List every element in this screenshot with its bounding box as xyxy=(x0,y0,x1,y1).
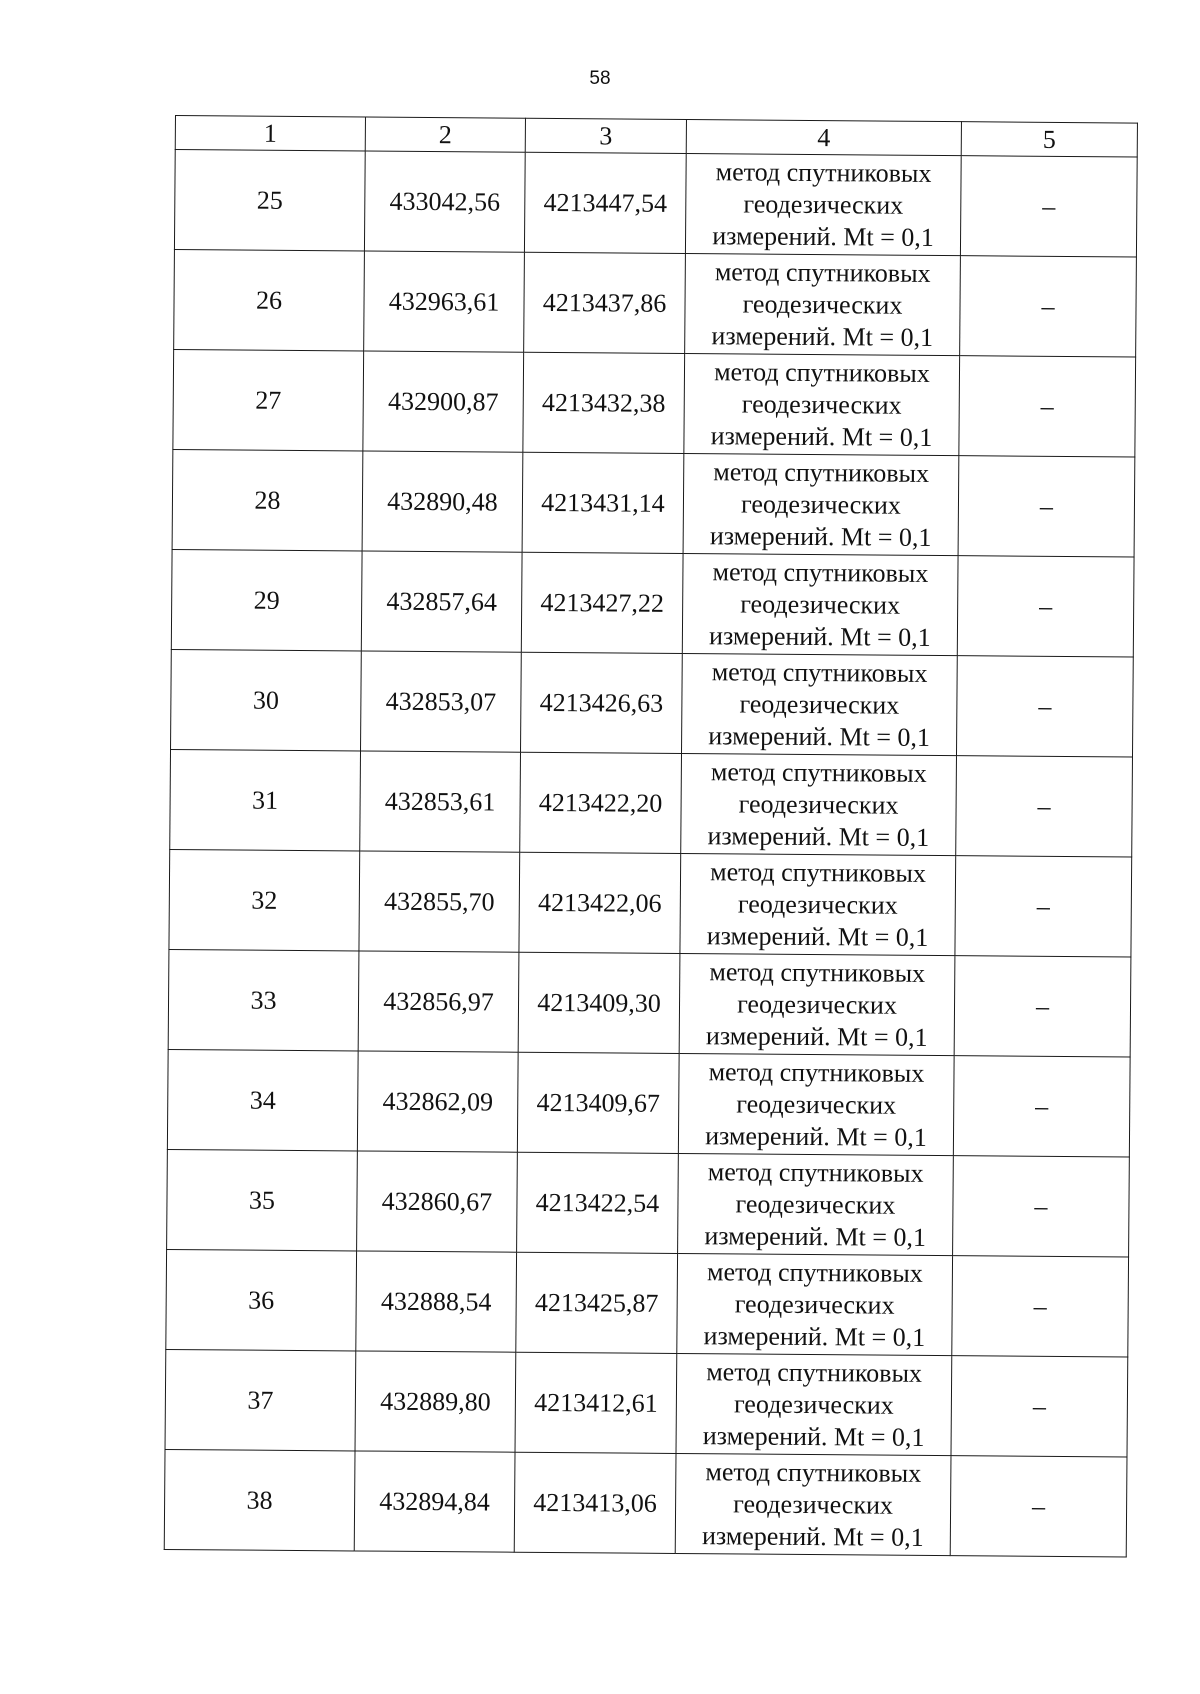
table-row xyxy=(174,249,1137,357)
method-cell: метод спутниковых геодезических измерений. Mt = 0,1 xyxy=(684,354,960,456)
table-row xyxy=(166,1249,1129,1357)
description-cell: – xyxy=(953,1156,1130,1257)
column-header: 2 xyxy=(365,117,525,152)
description-cell: – xyxy=(954,956,1131,1057)
x-coordinate-cell: 432857,64 xyxy=(361,551,522,652)
method-cell: метод спутниковых геодезических измерений. Mt = 0,1 xyxy=(681,753,957,855)
table-row xyxy=(170,749,1133,857)
point-number-cell: 35 xyxy=(167,1149,358,1250)
method-cell: метод спутниковых геодезических измерений. Mt = 0,1 xyxy=(676,1353,952,1455)
y-coordinate-cell: 4213447,54 xyxy=(524,152,686,253)
table-row xyxy=(173,349,1136,457)
method-cell: метод спутниковых геодезических измерений. Mt = 0,1 xyxy=(683,454,959,556)
x-coordinate-cell: 432853,07 xyxy=(361,651,522,752)
x-coordinate-cell: 432889,80 xyxy=(355,1351,516,1452)
method-cell: метод спутниковых геодезических измерений. Mt = 0,1 xyxy=(678,1053,954,1155)
y-coordinate-cell: 4213432,38 xyxy=(523,352,685,453)
point-number-cell: 25 xyxy=(174,150,365,251)
description-cell: – xyxy=(960,156,1137,257)
y-coordinate-cell: 4213413,06 xyxy=(514,1452,676,1553)
table-row xyxy=(165,1349,1128,1457)
description-cell: – xyxy=(955,856,1132,957)
description-cell: – xyxy=(951,1356,1128,1457)
x-coordinate-cell: 432853,61 xyxy=(360,751,521,852)
y-coordinate-cell: 4213409,30 xyxy=(518,952,680,1053)
point-number-cell: 38 xyxy=(164,1449,355,1550)
table-row xyxy=(164,1449,1127,1557)
point-number-cell: 33 xyxy=(168,949,359,1050)
column-header: 4 xyxy=(686,120,961,156)
y-coordinate-cell: 4213409,67 xyxy=(517,1052,679,1153)
description-cell: – xyxy=(956,656,1133,757)
y-coordinate-cell: 4213425,87 xyxy=(516,1252,678,1353)
method-cell: метод спутниковых геодезических измерений. Mt = 0,1 xyxy=(679,953,955,1055)
table-row xyxy=(174,150,1137,258)
description-cell: – xyxy=(956,756,1133,857)
x-coordinate-cell: 432888,54 xyxy=(356,1251,517,1352)
table-body xyxy=(164,116,1137,1558)
method-cell: метод спутниковых геодезических измерений. Mt = 0,1 xyxy=(675,1453,951,1555)
point-number-cell: 34 xyxy=(167,1049,358,1150)
point-number-cell: 29 xyxy=(171,549,362,650)
x-coordinate-cell: 432890,48 xyxy=(362,451,523,552)
x-coordinate-cell: 432860,67 xyxy=(357,1151,518,1252)
description-cell: – xyxy=(957,556,1134,657)
description-cell: – xyxy=(953,1056,1130,1157)
table-row xyxy=(169,849,1132,957)
x-coordinate-cell: 432894,84 xyxy=(354,1451,515,1552)
table-row xyxy=(171,649,1134,757)
table-row xyxy=(167,1049,1130,1157)
x-coordinate-cell: 432855,70 xyxy=(359,851,520,952)
description-cell: – xyxy=(952,1256,1129,1357)
x-coordinate-cell: 433042,56 xyxy=(364,151,525,252)
description-cell: – xyxy=(960,256,1137,357)
table-row xyxy=(171,549,1134,657)
table-row xyxy=(172,449,1135,557)
point-number-cell: 30 xyxy=(171,649,362,750)
y-coordinate-cell: 4213437,86 xyxy=(524,252,686,353)
table-row xyxy=(167,1149,1130,1257)
point-number-cell: 31 xyxy=(170,749,361,850)
y-coordinate-cell: 4213431,14 xyxy=(522,452,684,553)
y-coordinate-cell: 4213412,61 xyxy=(515,1352,677,1453)
x-coordinate-cell: 432862,09 xyxy=(357,1051,518,1152)
x-coordinate-cell: 432900,87 xyxy=(363,351,524,452)
method-cell: метод спутниковых геодезических измерений. Mt = 0,1 xyxy=(685,154,961,256)
point-number-cell: 27 xyxy=(173,349,364,450)
y-coordinate-cell: 4213427,22 xyxy=(521,552,683,653)
coordinates-table xyxy=(164,115,1138,1558)
method-cell: метод спутниковых геодезических измерений. Mt = 0,1 xyxy=(678,1153,954,1255)
x-coordinate-cell: 432856,97 xyxy=(358,951,519,1052)
description-cell: – xyxy=(958,456,1135,557)
method-cell: метод спутниковых геодезических измерений. Mt = 0,1 xyxy=(677,1253,953,1355)
method-cell: метод спутниковых геодезических измерений. Mt = 0,1 xyxy=(685,254,961,356)
y-coordinate-cell: 4213422,54 xyxy=(517,1152,679,1253)
y-coordinate-cell: 4213422,06 xyxy=(519,852,681,953)
column-header: 3 xyxy=(525,118,686,153)
point-number-cell: 26 xyxy=(174,249,365,350)
method-cell: метод спутниковых геодезических измерений. Mt = 0,1 xyxy=(682,654,958,756)
point-number-cell: 37 xyxy=(165,1349,356,1450)
y-coordinate-cell: 4213422,20 xyxy=(520,752,682,853)
point-number-cell: 28 xyxy=(172,449,363,550)
y-coordinate-cell: 4213426,63 xyxy=(521,652,683,753)
table-row xyxy=(168,949,1131,1057)
point-number-cell: 36 xyxy=(166,1249,357,1350)
x-coordinate-cell: 432963,61 xyxy=(364,251,525,352)
description-cell: – xyxy=(950,1456,1127,1557)
method-cell: метод спутниковых геодезических измерений. Mt = 0,1 xyxy=(680,853,956,955)
column-header: 5 xyxy=(961,122,1137,157)
method-cell: метод спутниковых геодезических измерений. Mt = 0,1 xyxy=(682,554,958,656)
column-header: 1 xyxy=(175,116,365,151)
point-number-cell: 32 xyxy=(169,849,360,950)
page-number: 58 xyxy=(589,68,611,89)
description-cell: – xyxy=(959,356,1136,457)
